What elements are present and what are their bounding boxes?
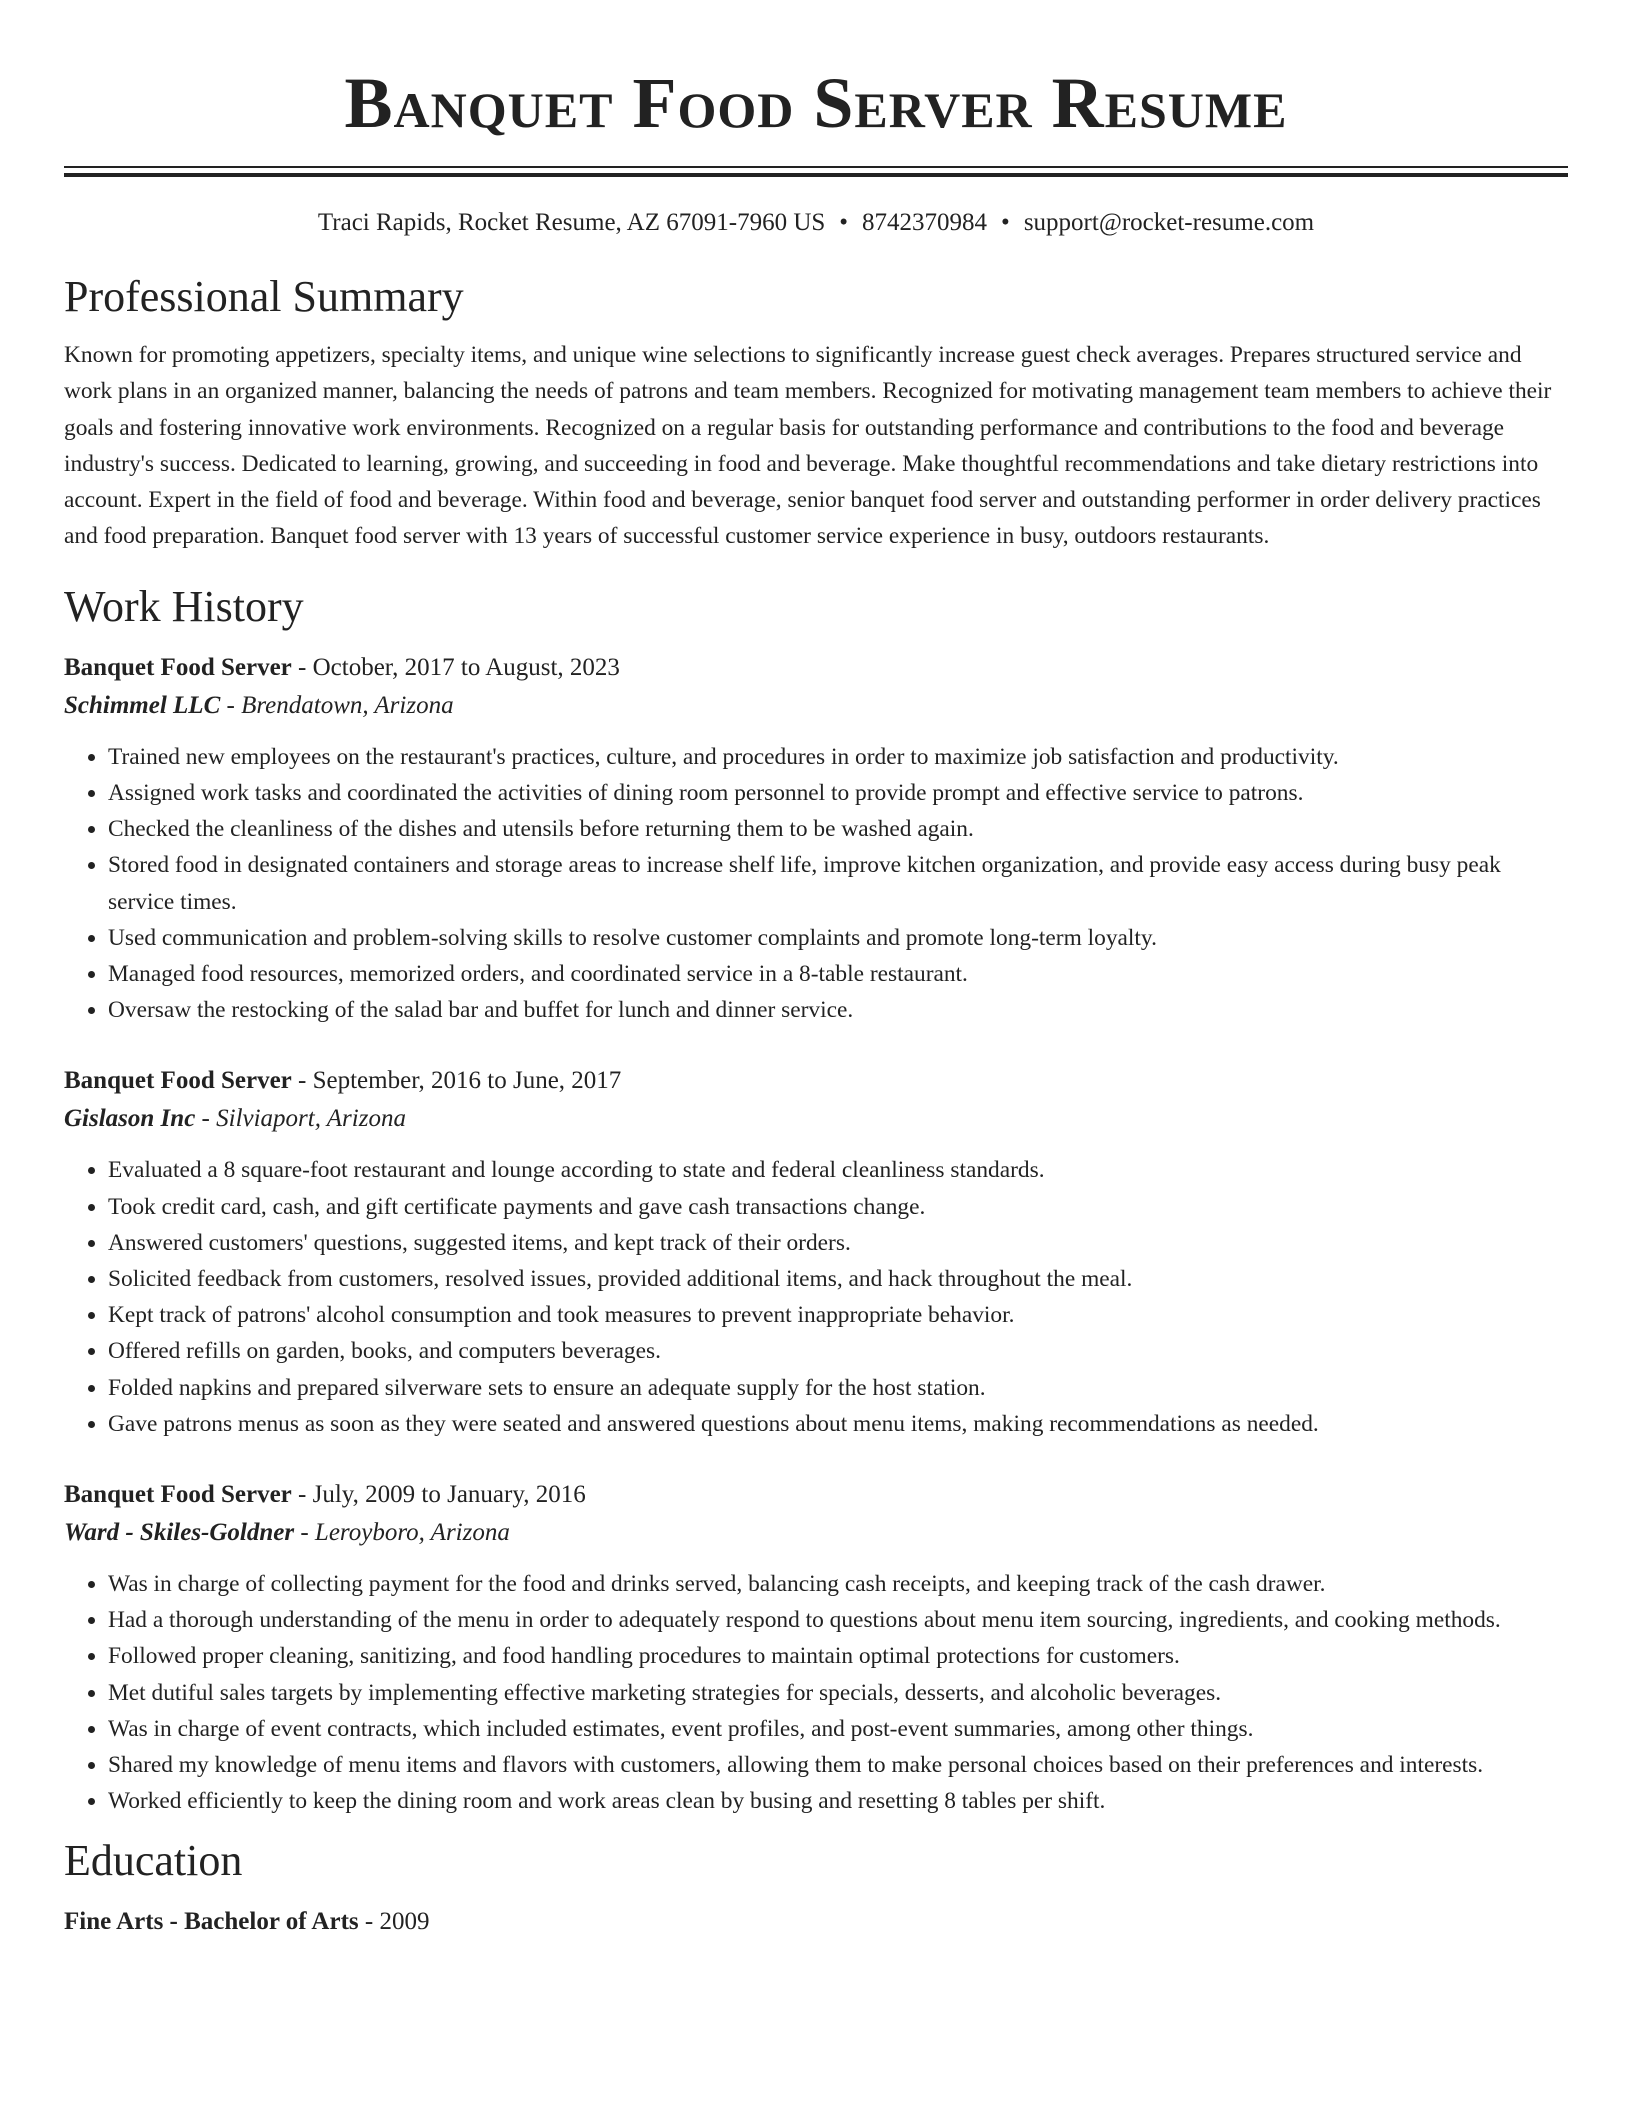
education-year: - 2009 bbox=[358, 1908, 430, 1936]
list-item: • Folded napkins and prepared silverware sets to ensure an adequate supply for the host station. bbox=[108, 1370, 1568, 1406]
title-divider bbox=[64, 166, 1568, 177]
contact-line bbox=[64, 205, 1568, 241]
list-item: • Answered customers' questions, suggested items, and kept track of their orders. bbox=[108, 1225, 1568, 1261]
job-dates: - September, 2016 to June, 2017 bbox=[291, 1067, 622, 1095]
job-entry bbox=[64, 1062, 1568, 1442]
education-degree: Fine Arts - Bachelor of Arts bbox=[64, 1908, 359, 1936]
list-item: • Was in charge of event contracts, which included estimates, event profiles, and post-event summaries, among other things. bbox=[108, 1711, 1568, 1747]
contact-email: support@rocket-resume.com bbox=[1023, 209, 1315, 236]
education-heading: Education bbox=[64, 1836, 243, 1886]
employer-name: Gislason Inc bbox=[64, 1105, 196, 1133]
employer-line bbox=[64, 1514, 1568, 1552]
job-dates: - October, 2017 to August, 2023 bbox=[291, 653, 620, 681]
list-item: • Evaluated a 8 square-foot restaurant and lounge according to state and federal cleanliness standards. bbox=[108, 1152, 1568, 1188]
contact-address: Traci Rapids, Rocket Resume, AZ 67091-7960 US bbox=[317, 209, 826, 236]
summary-text: Known for promoting appetizers, specialty items, and unique wine selections to significantly increase guest check averages. Prepares structured service and work plans in an organized manner, balancing the needs of patrons and team members. Recognized for motivating management team members to achieve their goals and fostering innovative work environments. Recognized on a regular basis for outstanding performance and contributions to the food and beverage industry's success. Dedicated to learning, growing, and succeeding in food and beverage. Make thoughtful recommendations and take dietary restrictions into account. Expert in the field of food and beverage. Within food and beverage, senior banquet food server and outstanding performer in order delivery practices and food preparation. Banquet food server with 13 years of successful customer service experience in busy, outdoors restaurants. bbox=[64, 342, 1552, 550]
list-item: • Trained new employees on the restaurant's practices, culture, and procedures in order to maximize job satisfaction and productivity. bbox=[108, 739, 1568, 775]
job-title: Banquet Food Server bbox=[64, 653, 292, 681]
list-item: • Managed food resources, memorized orders, and coordinated service in a 8-table restaurant. bbox=[108, 956, 1568, 992]
job-entry bbox=[64, 649, 1568, 1029]
list-item: • Worked efficiently to keep the dining room and work areas clean by busing and resetting 8 tables per shift. bbox=[108, 1783, 1568, 1819]
job-title-line bbox=[64, 649, 1568, 687]
list-item: • Offered refills on garden, books, and computers beverages. bbox=[108, 1333, 1568, 1369]
employer-location: - Leroyboro, Arizona bbox=[294, 1519, 510, 1547]
work-history-list bbox=[64, 649, 1568, 1820]
list-item: • Shared my knowledge of menu items and flavors with customers, allowing them to make personal choices based on their preferences and interests. bbox=[108, 1747, 1568, 1783]
list-item: • Gave patrons menus as soon as they were seated and answered questions about menu items, making recommendations as needed. bbox=[108, 1406, 1568, 1442]
list-item: • Took credit card, cash, and gift certificate payments and gave cash transactions change. bbox=[108, 1189, 1568, 1225]
contact-separator: • bbox=[1001, 209, 1010, 236]
job-duties-list bbox=[64, 739, 1568, 1029]
employer-line bbox=[64, 687, 1568, 725]
summary-heading: Professional Summary bbox=[64, 272, 464, 321]
job-title-line bbox=[64, 1476, 1568, 1514]
list-item: • Was in charge of collecting payment for the food and drinks served, balancing cash receipts, and keeping track of the cash drawer. bbox=[108, 1566, 1568, 1602]
job-title-line bbox=[64, 1062, 1568, 1100]
job-title: Banquet Food Server bbox=[64, 1481, 292, 1509]
job-duties-list bbox=[64, 1152, 1568, 1442]
list-item: • Had a thorough understanding of the menu in order to adequately respond to questions about menu item sourcing, ingredients, and cooking methods. bbox=[108, 1602, 1568, 1638]
work-history-heading: Work History bbox=[64, 581, 304, 631]
employer-line bbox=[64, 1100, 1568, 1138]
job-duties-list bbox=[64, 1566, 1568, 1819]
employer-name: Schimmel LLC bbox=[64, 691, 221, 719]
job-entry bbox=[64, 1476, 1568, 1819]
resume-title: Banquet Food Server Resume bbox=[344, 63, 1288, 143]
job-title: Banquet Food Server bbox=[64, 1067, 292, 1095]
list-item: • Kept track of patrons' alcohol consumption and took measures to prevent inappropriate behavior. bbox=[108, 1297, 1568, 1333]
contact-phone: 8742370984 bbox=[862, 209, 988, 236]
education-entry bbox=[64, 1903, 1568, 1941]
employer-location: - Silviaport, Arizona bbox=[195, 1105, 406, 1133]
list-item: • Checked the cleanliness of the dishes and utensils before returning them to be washed again. bbox=[108, 811, 1568, 847]
list-item: • Assigned work tasks and coordinated the activities of dining room personnel to provide prompt and effective service to patrons. bbox=[108, 775, 1568, 811]
list-item: • Solicited feedback from customers, resolved issues, provided additional items, and hack throughout the meal. bbox=[108, 1261, 1568, 1297]
list-item: • Oversaw the restocking of the salad bar and buffet for lunch and dinner service. bbox=[108, 992, 1568, 1028]
list-item: • Used communication and problem-solving skills to resolve customer complaints and promote long-term loyalty. bbox=[108, 920, 1568, 956]
list-item: • Stored food in designated containers and storage areas to increase shelf life, improve kitchen organization, and provide easy access during busy peak service times. bbox=[108, 847, 1568, 919]
employer-location: - Brendatown, Arizona bbox=[220, 691, 454, 719]
employer-name: Ward - Skiles-Goldner bbox=[64, 1519, 295, 1547]
list-item: • Followed proper cleaning, sanitizing, and food handling procedures to maintain optimal protections for customers. bbox=[108, 1638, 1568, 1674]
list-item: • Met dutiful sales targets by implementing effective marketing strategies for specials, desserts, and alcoholic beverages. bbox=[108, 1675, 1568, 1711]
job-dates: - July, 2009 to January, 2016 bbox=[291, 1481, 586, 1509]
contact-separator: • bbox=[839, 209, 849, 236]
